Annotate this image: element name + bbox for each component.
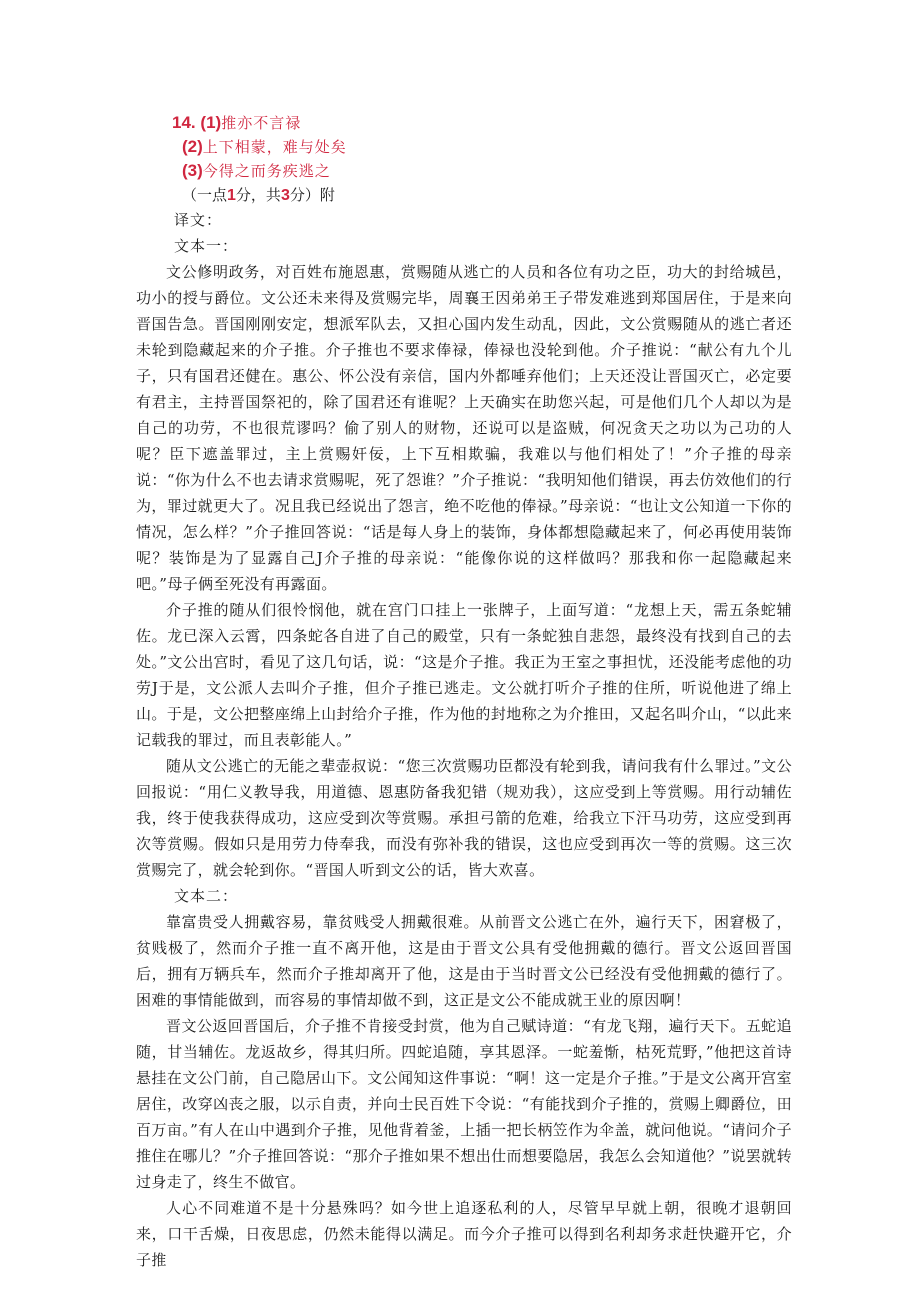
answer-block	[172, 111, 347, 207]
answer-mark-2: (2)	[182, 137, 203, 156]
text1-paragraph-3: 随从文公逃亡的无能之辈壶叔说：“您三次赏赐功臣都没有轮到我，请问我有什么罪过。”文公回报说：“用仁义教导我，用道德、恩惠防备我犯错（规劝我），这应受到上等赏赐。用行动辅佐我，终于使我获得成功，这应受到次等赏赐。承担弓箭的危难，给我立下汗马功劳，这应受到再次等赏赐。假如只是用劳力侍奉我，而没有弥补我的错误，这也应受到再次一等的赏赐。这三次赏赐完了，就会轮到你。“晋国人听到文公的话，皆大欢喜。	[136, 757, 792, 879]
answer-text-2: 上下相蒙，难与处矣	[202, 138, 347, 156]
answer-text-3: 今得之而务疾逃之	[202, 162, 331, 180]
text2-paragraph-1: 靠富贵受人拥戴容易，靠贫贱受人拥戴很难。从前晋文公逃亡在外，遍行天下，困窘极了，贫贱极了，然而介子推一直不离开他，这是由于晋文公具有受他拥戴的德行。晋文公返回晋国后，拥有万辆兵车，然而介子推却离开了他，这是由于当时晋文公已经没有受他拥戴的德行了。困难的事情能做到，而容易的事情却做不到，这正是文公不能成就王业的原因啊！	[136, 913, 792, 1009]
translation-label: 译文：	[174, 211, 223, 229]
answer-mark-3: (3)	[182, 161, 203, 180]
answer-text-1: 推亦不言禄	[221, 114, 302, 132]
question-number: 14.	[172, 113, 196, 132]
scoring-point-value: 1	[227, 187, 236, 204]
text1-paragraph-2: 介子推的随从们很怜悯他，就在宫门口挂上一张牌子，上面写道：“龙想上天，需五条蛇辅佐。龙已深入云霄，四条蛇各自进了自己的殿堂，只有一条蛇独自悲怨，最终没有找到自己的去处。”文公出宫时，看见了这几句话，说：“这是介子推。我正为王室之事担忧，还没能考虑他的功劳J于是，文公派人去叫介子推，但介子推已逃走。文公就打听介子推的住所，听说他进了绵上山。于是，文公把整座绵上山封给介子推，作为他的封地称之为介推田，又起名叫介山，“以此来记载我的罪过，而且表彰能人。”	[136, 601, 792, 749]
translation-body	[136, 207, 792, 1273]
answer-line-2	[172, 135, 347, 159]
answer-line-3	[172, 159, 347, 183]
scoring-total-value: 3	[280, 187, 290, 204]
scoring-note	[172, 183, 347, 207]
text1-paragraph-1: 文公修明政务，对百姓布施恩惠，赏赐随从逃亡的人员和各位有功之臣，功大的封给城邑，功小的授与爵位。文公还未来得及赏赐完毕，周襄王因弟弟王子带发难逃到郑国居住，于是来向晋国告急。晋国刚刚安定，想派军队去，又担心国内发生动乱，因此，文公赏赐随从的逃亡者还未轮到隐藏起来的介子推。介子推也不要求俸禄，俸禄也没轮到他。介子推说：“献公有九个儿子，只有国君还健在。惠公、怀公没有亲信，国内外都唾弃他们；上天还没让晋国灭亡，必定要有君主，主持晋国祭祀的，除了国君还有谁呢？上天确实在助您兴起，可是他们几个人却以为是自己的功劳，不也很荒谬吗？偷了别人的财物，还说可以是盗贼，何况贪天之功以为己功的人呢？臣下遮盖罪过，主上赏赐奸佞，上下互相欺骗，我难以与他们相处了！”介子推的母亲说：“你为什么不也去请求赏赐呢，死了怨谁？”介子推说：“我明知他们错误，再去仿效他们的行为，罪过就更大了。况且我已经说出了怨言，绝不吃他的俸禄。”母亲说：“也让文公知道一下你的情况，怎么样？”介子推回答说：“话是每人身上的装饰，身体都想隐藏起来了，何必再使用装饰呢？装饰是为了显露自己J介子推的母亲说：“能像你说的这样做吗？那我和你一起隐藏起来吧。”母子俩至死没有再露面。	[136, 263, 792, 593]
text1-label: 文本一：	[174, 237, 239, 255]
answer-line-1	[172, 111, 347, 135]
scoring-note-post: 分）附	[289, 186, 335, 204]
answer-mark-1: (1)	[200, 113, 222, 132]
scoring-note-mid: 分，共	[235, 186, 281, 204]
text2-paragraph-3: 人心不同难道不是十分悬殊吗？如今世上追逐私利的人，尽管早早就上朝，很晚才退朝回来，口干舌燥，日夜思虑，仍然未能得以满足。而今介子推可以得到名利却务求赶快避开它，介子推	[136, 1199, 792, 1269]
scoring-note-pre: （一点	[182, 186, 228, 204]
text2-label: 文本二：	[174, 887, 239, 905]
text2-paragraph-2: 晋文公返回晋国后，介子推不肯接受封赏，他为自己赋诗道：“有龙飞翔，遍行天下。五蛇追随，甘当辅佐。龙返故乡，得其归所。四蛇追随，享其恩泽。一蛇羞惭，枯死荒野，”他把这首诗悬挂在文公门前，自己隐居山下。文公闻知这件事说：“啊！这一定是介子推。”于是文公离开宫室居住，改穿凶丧之服，以示自责，并向士民百姓下令说：“有能找到介子推的，赏赐上卿爵位，田百万亩。”有人在山中遇到介子推，见他背着釜，上插一把长柄笠作为伞盖，就问他说。“请问介子推住在哪儿？”介子推回答说：“那介子推如果不想出仕而想要隐居，我怎么会知道他？”说罢就转过身走了，终生不做官。	[136, 1017, 792, 1191]
